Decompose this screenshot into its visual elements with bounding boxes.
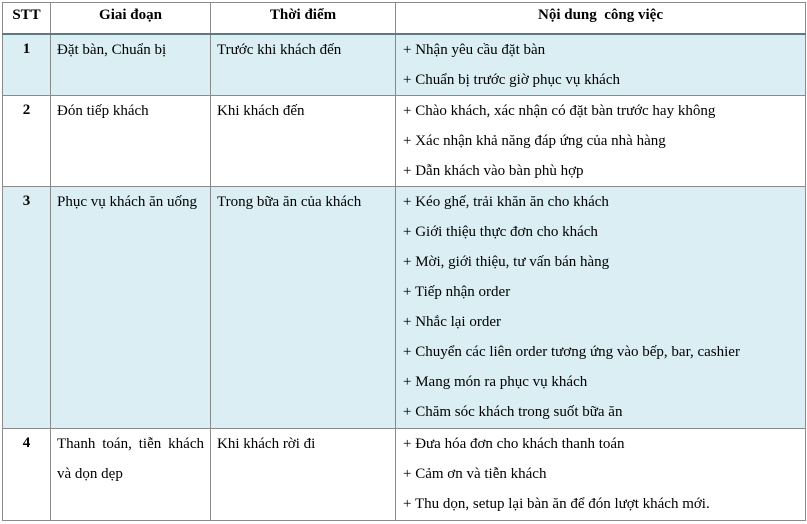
stage-cell — [51, 187, 211, 429]
stage-text: Đặt bàn, Chuẩn bị — [57, 41, 167, 58]
task-item: + Giới thiệu thực đơn cho khách — [403, 224, 598, 240]
task-item: + Chuẩn bị trước giờ phục vụ khách — [403, 71, 620, 88]
time-cell — [211, 96, 396, 187]
task-item: + Kéo ghế, trải khăn ăn cho khách — [403, 194, 609, 210]
stage-cell — [51, 429, 211, 521]
task-item: + Thu dọn, setup lại bàn ăn để đón lượt khách mới. — [403, 496, 710, 512]
table-row — [3, 34, 806, 96]
task-item: + Mời, giới thiệu, tư vấn bán hàng — [403, 254, 610, 270]
header-time: Thời điểm — [211, 3, 396, 34]
tasks-cell — [396, 429, 806, 521]
stage-text: Thanh toán, tiễn khách và dọn dẹp — [57, 436, 204, 482]
table-row — [3, 96, 806, 187]
task-item: + Tiếp nhận order — [403, 284, 511, 300]
row-number: 2 — [3, 96, 51, 187]
task-item: + Dẫn khách vào bàn phù hợp — [403, 163, 584, 179]
task-item: + Cảm ơn và tiễn khách — [403, 466, 547, 482]
time-text: Khi khách đến — [217, 103, 305, 119]
row-number: 4 — [3, 429, 51, 521]
task-item: + Mang món ra phục vụ khách — [403, 374, 588, 390]
tasks-cell — [396, 96, 806, 187]
time-text: Khi khách rời đi — [217, 436, 316, 452]
time-text: Trước khi khách đến — [217, 41, 342, 58]
header-stage: Giai đoạn — [51, 3, 211, 34]
task-item: + Chào khách, xác nhận có đặt bàn trước hay không — [403, 103, 716, 119]
table-row — [3, 187, 806, 429]
service-process-table — [2, 2, 806, 521]
header-content: Nội dung công việc — [396, 3, 806, 34]
tasks-cell — [396, 34, 806, 96]
stage-cell — [51, 96, 211, 187]
stage-text: Phục vụ khách ăn uống — [57, 194, 197, 210]
tasks-cell — [396, 187, 806, 429]
time-cell — [211, 34, 396, 96]
time-cell — [211, 187, 396, 429]
table-row — [3, 429, 806, 521]
row-number: 1 — [3, 34, 51, 96]
stage-cell — [51, 34, 211, 96]
time-cell — [211, 429, 396, 521]
task-item: + Chuyển các liên order tương ứng vào bếp, bar, cashier — [403, 344, 740, 360]
task-item: + Chăm sóc khách trong suốt bữa ăn — [403, 404, 623, 420]
task-item: + Đưa hóa đơn cho khách thanh toán — [403, 436, 625, 452]
stage-text: Đón tiếp khách — [57, 103, 149, 119]
task-item: + Xác nhận khả năng đáp ứng của nhà hàng — [403, 133, 666, 149]
row-number: 3 — [3, 187, 51, 429]
task-item: + Nhận yêu cầu đặt bàn — [403, 41, 546, 58]
time-text: Trong bữa ăn của khách — [217, 194, 362, 210]
task-item: + Nhắc lại order — [403, 314, 501, 330]
header-stt: STT — [3, 3, 51, 34]
